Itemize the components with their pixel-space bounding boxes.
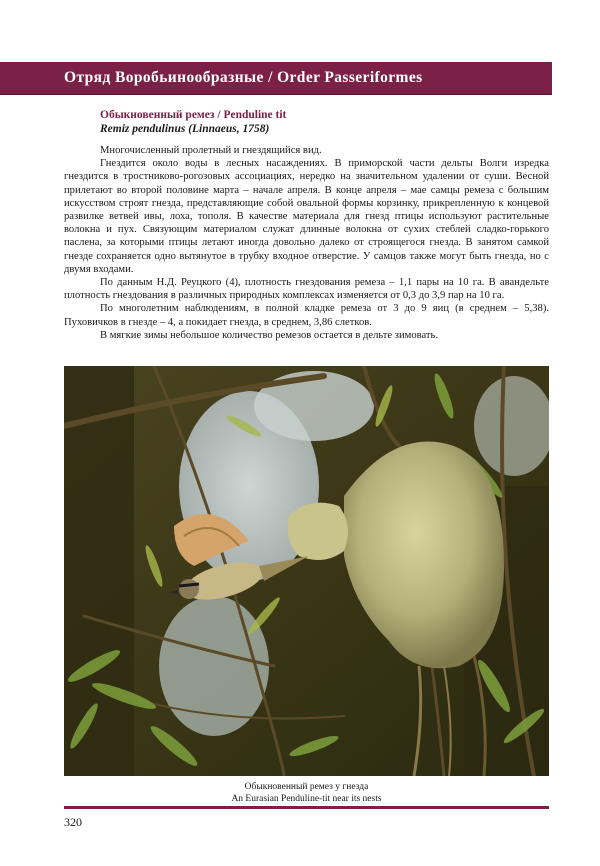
species-title: Обыкновенный ремез / Penduline tit: [100, 109, 287, 121]
chapter-title: Отряд Воробьинообразные / Order Passeriformes: [64, 69, 423, 86]
article-body: [64, 144, 549, 342]
photo-caption: [64, 781, 549, 805]
caption-en: An Eurasian Penduline-tit near its nests: [231, 794, 382, 804]
paragraph-1: Многочисленный пролетный и гнездящийся вид.: [100, 145, 322, 156]
caption-ru: Обыкновенный ремез у гнезда: [244, 782, 369, 792]
paragraph-3: По данным Н.Д. Реуцкого (4), плотность гнездования ремеза – 1,1 пары на 10 га. В авандельте плотность гнездования в различных природных комплексах изменяется от 0,3 до 3,9 пар на 10 га.: [64, 277, 549, 302]
footer-rule: [64, 806, 549, 809]
paragraph-2: Гнездится около воды в лесных насаждениях. В приморской части дельты Волги изредка гнездится в тростниково-рогозовых ассоциациях, нередко на значительном удалении от суши. Весной прилетают во второй половине марта – начале апреля. В конце апреля – мае самцы ремеза с большим искусством строят гнезда, представляющие собой овальной формы корзинку, прикрепленную к концевой развилке ветвей ивы, лоха, тополя. В качестве материала для гнезд птицы используют растительные волокна и пух. Связующим материалом служат длинные волокна от сухих стеблей сладко-горького паслена, за которыми птицы летают иногда довольно далеко от строящегося гнезда. В занятом самкой гнезде сохраняется одно вытянутое в трубку входное отверстие. У самцов также могут быть гнезда, но с двумя входами.: [64, 158, 549, 275]
bird-nest-photo: [64, 366, 549, 776]
paragraph-4: По многолетним наблюдениям, в полной кладке ремеза от 3 до 9 яиц (в среднем – 5,38). Пуховичков в гнезде – 4, а покидает гнезда, в среднем, 3,86 слетков.: [64, 303, 549, 328]
paragraph-5: В мягкие зимы небольшое количество ремезов остается в дельте зимовать.: [100, 329, 439, 341]
species-latin-name: Remiz pendulinus (Linnaeus, 1758): [100, 123, 270, 135]
page-number: 320: [64, 815, 82, 829]
